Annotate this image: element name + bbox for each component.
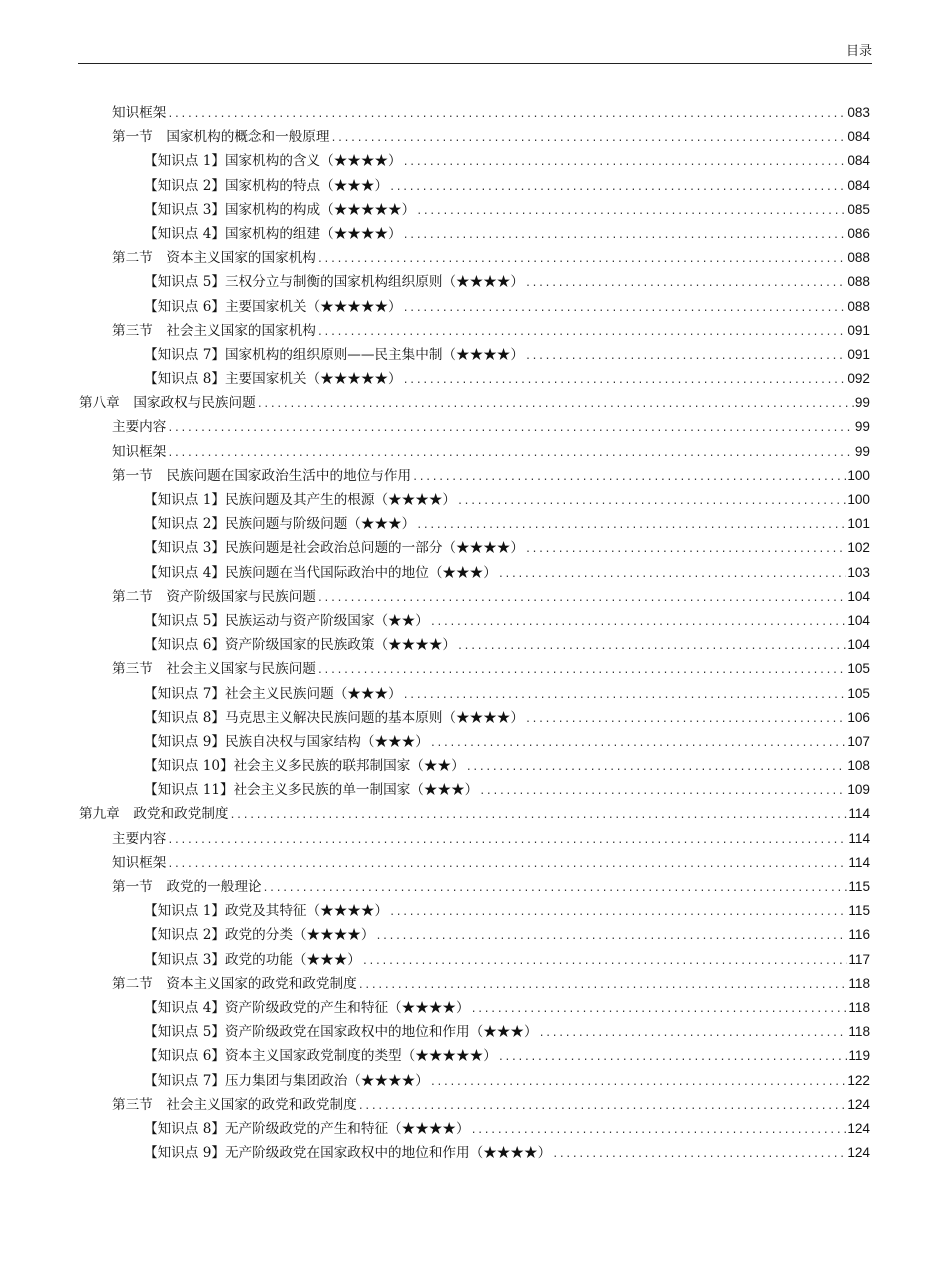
toc-entry-label: 【知识点 8】无产阶级政党的产生和特征（★★★★） (144, 1120, 470, 1137)
dot-leader (525, 538, 846, 562)
toc-section-entry[interactable] (79, 972, 870, 996)
toc-entry-page: 084 (847, 153, 870, 169)
toc-entry-label: 【知识点 3】民族问题是社会政治总问题的一部分（★★★★） (144, 540, 524, 557)
dot-leader (457, 635, 846, 659)
toc-entry-page: 091 (847, 346, 870, 362)
toc-entry-page: 105 (847, 661, 870, 677)
toc-knowledge-point-entry[interactable] (79, 633, 870, 657)
dot-leader (430, 732, 846, 756)
toc-entry-label: 主要内容 (112, 419, 167, 436)
toc-entry-label: 第二节 资产阶级国家与民族问题 (112, 588, 316, 605)
dot-leader (317, 248, 846, 272)
dot-leader (167, 442, 854, 466)
dot-leader (167, 829, 847, 853)
toc-entry-label: 第八章 国家政权与民族问题 (79, 395, 256, 412)
toc-entry-label: 【知识点 5】民族运动与资产阶级国家（★★） (144, 612, 429, 629)
dot-leader (389, 176, 846, 200)
toc-knowledge-point-entry[interactable] (79, 609, 870, 633)
toc-chapter-entry[interactable] (79, 802, 870, 826)
page-header-title: 目录 (845, 44, 872, 59)
toc-entry-label: 【知识点 8】主要国家机关（★★★★★） (144, 371, 402, 388)
toc-entry-label: 【知识点 7】国家机构的组织原则——民主集中制（★★★★） (144, 346, 524, 363)
toc-knowledge-point-entry[interactable] (79, 536, 870, 560)
dot-leader (498, 1046, 848, 1070)
toc-knowledge-point-entry[interactable] (79, 561, 870, 585)
toc-entry-label: 【知识点 2】政党的分类（★★★★） (144, 927, 375, 944)
toc-knowledge-point-entry[interactable] (79, 730, 870, 754)
dot-leader (471, 998, 848, 1022)
toc-entry-label: 【知识点 4】资产阶级政党的产生和特征（★★★★） (144, 999, 470, 1016)
dot-leader (539, 1022, 848, 1046)
toc-entry-label: 第一节 民族问题在国家政治生活中的地位与作用 (112, 467, 412, 484)
toc-knowledge-point-entry[interactable] (79, 222, 870, 246)
toc-entry-page: 118 (848, 975, 870, 991)
toc-entry-page: 99 (854, 395, 870, 411)
toc-entry-label: 【知识点 6】资本主义国家政党制度的类型（★★★★★） (144, 1048, 497, 1065)
toc-entry-page: 088 (847, 250, 870, 266)
toc-entry-page: 114 (848, 806, 870, 822)
toc-entry-label: 【知识点 8】马克思主义解决民族问题的基本原则（★★★★） (144, 709, 524, 726)
dot-leader (257, 393, 854, 417)
dot-leader (403, 151, 847, 175)
dot-leader (403, 369, 847, 393)
toc-entry-page: 119 (848, 1048, 870, 1064)
toc-entry-label: 知识框架 (112, 105, 167, 121)
toc-knowledge-point-entry[interactable] (79, 706, 870, 730)
toc-entry-page: 103 (847, 564, 870, 580)
toc-section-entry[interactable] (79, 875, 870, 899)
toc-entry-label: 【知识点 4】民族问题在当代国际政治中的地位（★★★） (144, 564, 497, 581)
dot-leader (317, 321, 846, 345)
toc-entry-page: 118 (848, 1024, 870, 1040)
toc-section-entry[interactable] (79, 125, 870, 149)
dot-leader (167, 853, 847, 877)
toc-entry-label: 【知识点 1】国家机构的含义（★★★★） (144, 153, 402, 170)
toc-entry-label: 知识框架 (112, 443, 167, 460)
toc-entry-page: 107 (847, 733, 870, 749)
toc-entry-label: 主要内容 (112, 830, 167, 847)
toc-entry-page: 124 (847, 1120, 870, 1136)
toc-entry-label: 第三节 社会主义国家与民族问题 (112, 661, 316, 678)
toc-entry-page: 088 (847, 298, 870, 314)
toc-entry-page: 114 (848, 830, 870, 846)
toc-entry-page: 091 (847, 322, 870, 338)
dot-leader (466, 756, 847, 780)
toc-entry-label: 【知识点 5】三权分立与制衡的国家机构组织原则（★★★★） (144, 274, 524, 291)
dot-leader (525, 272, 846, 296)
toc-section-entry[interactable] (79, 585, 870, 609)
toc-knowledge-point-entry[interactable] (79, 1069, 870, 1093)
toc-entry-label: 【知识点 3】政党的功能（★★★） (144, 951, 361, 968)
dot-leader (430, 1071, 846, 1095)
toc-entry-label: 【知识点 7】压力集团与集团政治（★★★★） (144, 1072, 429, 1089)
toc-entry-page: 116 (848, 927, 870, 943)
toc-knowledge-point-entry[interactable] (79, 367, 870, 391)
toc-entry-page: 106 (847, 709, 870, 725)
header-rule (78, 63, 872, 64)
dot-leader (362, 950, 847, 974)
dot-leader (471, 1119, 847, 1143)
dot-leader (403, 297, 847, 321)
toc-knowledge-point-entry[interactable] (79, 754, 870, 778)
toc-knowledge-point-entry[interactable] (79, 948, 870, 972)
toc-knowledge-point-entry[interactable] (79, 295, 870, 319)
toc-entry-page: 100 (847, 492, 870, 507)
dot-leader (525, 345, 846, 369)
toc-knowledge-point-entry[interactable] (79, 174, 870, 198)
toc-entry-page: 124 (847, 1096, 870, 1112)
dot-leader (331, 127, 847, 151)
dot-leader (317, 587, 846, 611)
dot-leader (457, 490, 846, 514)
dot-leader (403, 224, 847, 248)
toc-entry-page: 117 (848, 951, 870, 967)
dot-leader (317, 659, 846, 683)
dot-leader (358, 1095, 847, 1119)
toc-knowledge-point-entry[interactable] (79, 923, 870, 947)
toc-entry-page: 114 (848, 854, 870, 870)
toc-entry-label: 第二节 资本主义国家的国家机构 (112, 250, 316, 267)
toc-entry-page: 085 (847, 201, 870, 217)
dot-leader (230, 804, 848, 828)
toc-entry-page: 122 (847, 1072, 870, 1088)
toc-entry-label: 知识框架 (112, 854, 167, 871)
dot-leader (552, 1143, 846, 1167)
toc-section-entry[interactable] (79, 246, 870, 270)
toc-entry-page: 115 (848, 879, 870, 894)
toc-knowledge-point-entry[interactable] (79, 778, 870, 802)
toc-entry-label: 第九章 政党和政党制度 (79, 806, 229, 823)
toc-knowledge-point-entry[interactable] (79, 1020, 870, 1044)
toc-entry-page: 108 (847, 758, 870, 774)
toc-knowledge-point-entry[interactable] (79, 198, 870, 222)
toc-entry-page: 99 (854, 419, 870, 435)
toc-entry-page: 115 (848, 903, 870, 919)
toc-entry-page: 092 (847, 371, 870, 387)
toc-section-entry[interactable] (79, 851, 870, 875)
dot-leader (389, 901, 847, 925)
dot-leader (498, 563, 847, 587)
toc-entry-label: 【知识点 4】国家机构的组建（★★★★） (144, 225, 402, 242)
toc-entry-page: 105 (847, 685, 870, 701)
dot-leader (430, 611, 846, 635)
toc-entry-label: 【知识点 3】国家机构的构成（★★★★★） (144, 201, 416, 218)
toc-entry-label: 【知识点 7】社会主义民族问题（★★★） (144, 685, 402, 702)
toc-entry-label: 【知识点 11】社会主义多民族的单一制国家（★★★） (144, 782, 479, 799)
dot-leader (403, 684, 847, 708)
toc-entry-page: 084 (847, 177, 870, 193)
toc-entry-label: 【知识点 5】资产阶级政党在国家政权中的地位和作用（★★★） (144, 1024, 538, 1041)
toc-entry-label: 【知识点 1】民族问题及其产生的根源（★★★★） (144, 492, 457, 508)
toc-entry-label: 【知识点 1】政党及其特征（★★★★） (144, 903, 389, 920)
dot-leader (375, 925, 847, 949)
toc-section-entry[interactable] (79, 1093, 870, 1117)
toc-section-entry[interactable] (79, 415, 870, 439)
toc-entry-page: 124 (847, 1145, 870, 1161)
toc-knowledge-point-entry[interactable] (79, 343, 870, 367)
dot-leader (167, 417, 854, 441)
toc-entry-page: 086 (847, 225, 870, 241)
toc-entry-label: 第三节 社会主义国家的国家机构 (112, 322, 316, 339)
dot-leader (358, 974, 848, 998)
table-of-contents (79, 101, 870, 1165)
toc-knowledge-point-entry[interactable] (79, 682, 870, 706)
toc-knowledge-point-entry[interactable] (79, 512, 870, 536)
toc-entry-label: 【知识点 9】民族自决权与国家结构（★★★） (144, 733, 429, 750)
toc-entry-label: 【知识点 6】资产阶级国家的民族政策（★★★★） (144, 637, 457, 654)
toc-section-entry[interactable] (79, 440, 870, 464)
toc-section-entry[interactable] (79, 827, 870, 851)
toc-section-entry[interactable] (79, 101, 870, 125)
toc-knowledge-point-entry[interactable] (79, 1117, 870, 1141)
dot-leader (525, 708, 846, 732)
toc-entry-page: 104 (847, 637, 870, 653)
toc-knowledge-point-entry[interactable] (79, 996, 870, 1020)
toc-entry-label: 第三节 社会主义国家的政党和政党制度 (112, 1096, 357, 1113)
toc-section-entry[interactable] (79, 319, 870, 343)
dot-leader (263, 877, 848, 901)
toc-entry-page: 088 (847, 274, 870, 290)
toc-knowledge-point-entry[interactable] (79, 270, 870, 294)
dot-leader (416, 200, 846, 224)
toc-knowledge-point-entry[interactable] (79, 149, 870, 173)
dot-leader (412, 466, 846, 490)
toc-entry-page: 083 (847, 105, 870, 120)
toc-entry-page: 084 (847, 129, 870, 145)
toc-entry-label: 【知识点 6】主要国家机关（★★★★★） (144, 298, 402, 315)
toc-knowledge-point-entry[interactable] (79, 899, 870, 923)
dot-leader (167, 103, 846, 127)
toc-entry-label: 【知识点 2】国家机构的特点（★★★） (144, 177, 389, 194)
toc-entry-label: 【知识点 10】社会主义多民族的联邦制国家（★★） (144, 758, 465, 775)
toc-knowledge-point-entry[interactable] (79, 488, 870, 512)
dot-leader (416, 514, 846, 538)
toc-chapter-entry[interactable] (79, 391, 870, 415)
toc-entry-label: 【知识点 9】无产阶级政党在国家政权中的地位和作用（★★★★） (144, 1145, 552, 1162)
dot-leader (479, 780, 846, 804)
toc-knowledge-point-entry[interactable] (79, 1141, 870, 1165)
toc-entry-page: 101 (847, 516, 870, 532)
toc-entry-page: 118 (848, 999, 870, 1015)
toc-entry-page: 100 (847, 467, 870, 483)
toc-entry-label: 第一节 政党的一般理论 (112, 879, 262, 895)
toc-section-entry[interactable] (79, 464, 870, 488)
toc-entry-page: 104 (847, 612, 870, 628)
toc-entry-label: 第一节 国家机构的概念和一般原理 (112, 129, 330, 146)
toc-entry-label: 【知识点 2】民族问题与阶级问题（★★★） (144, 516, 416, 533)
toc-section-entry[interactable] (79, 657, 870, 681)
toc-entry-page: 102 (847, 540, 870, 556)
toc-entry-page: 104 (847, 588, 870, 604)
toc-entry-page: 99 (854, 443, 870, 459)
toc-entry-label: 第二节 资本主义国家的政党和政党制度 (112, 975, 357, 992)
toc-knowledge-point-entry[interactable] (79, 1044, 870, 1068)
toc-entry-page: 109 (847, 782, 870, 798)
